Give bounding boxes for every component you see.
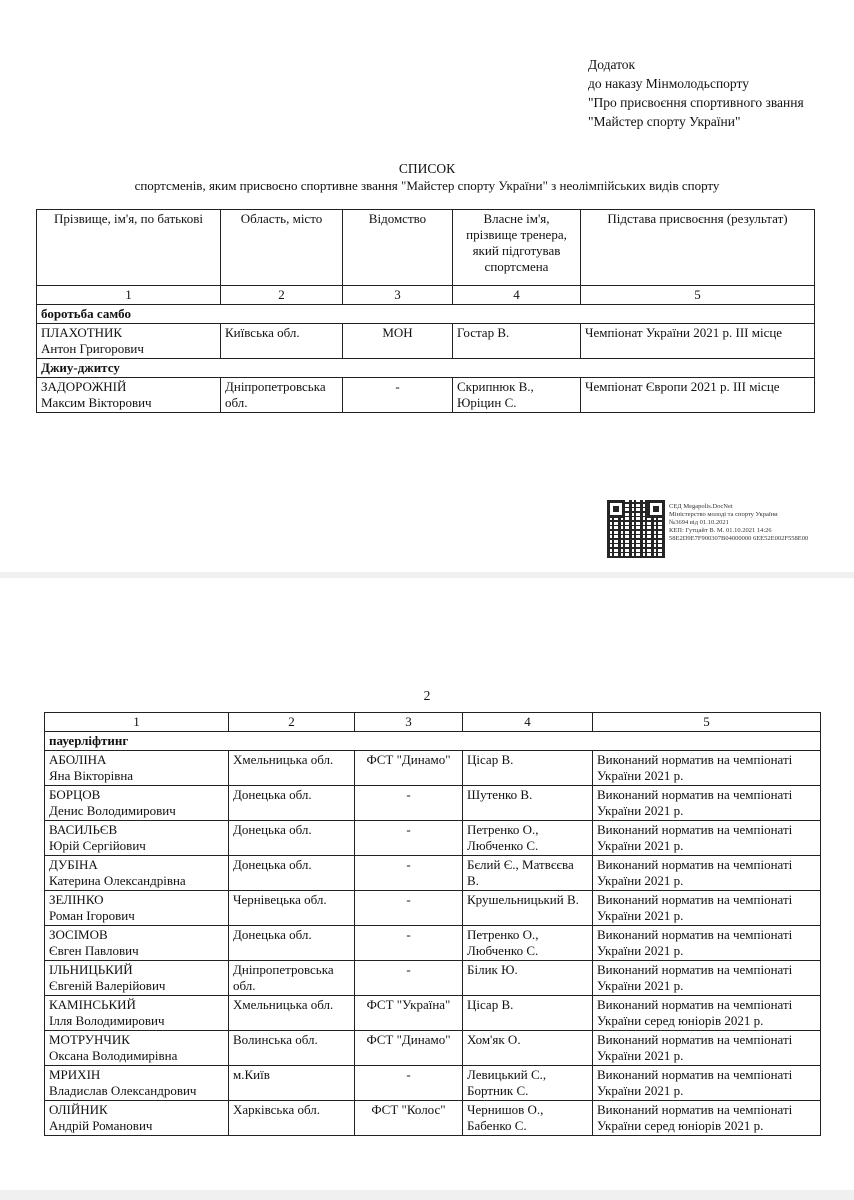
athlete-name-cell [45, 1066, 229, 1101]
basis-cell: Виконаний норматив на чемпіонаті України 2021 р. [593, 891, 821, 926]
athlete-surname: ЗОСІМОВ [49, 927, 108, 942]
athlete-name-cell [45, 821, 229, 856]
athlete-given-name: Юрій Сергійович [49, 838, 146, 853]
addendum-line: Додаток [588, 57, 636, 72]
table-row [45, 891, 821, 926]
column-number: 2 [229, 713, 355, 732]
athlete-surname: КАМІНСЬКИЙ [49, 997, 136, 1012]
department-cell: ФСТ "Динамо" [355, 751, 463, 786]
region-cell: Донецька обл. [229, 926, 355, 961]
stamp-line: КЕП: Гутцайт В. М. 01.10.2021 14:26 [669, 527, 772, 534]
basis-cell: Виконаний норматив на чемпіонаті України 2021 р. [593, 786, 821, 821]
digital-signature-stamp [669, 503, 808, 543]
athlete-surname: МОТРУНЧИК [49, 1032, 130, 1047]
column-number-row [37, 286, 815, 305]
table-row [45, 996, 821, 1031]
athlete-given-name: Катерина Олександрівна [49, 873, 186, 888]
region-cell: Харківська обл. [229, 1101, 355, 1136]
table-row [45, 1031, 821, 1066]
basis-cell: Чемпіонат Європи 2021 р. ІІІ місце [581, 378, 815, 413]
athlete-name-cell [45, 891, 229, 926]
addendum-line: до наказу Мінмолодьспорту [588, 76, 749, 91]
athlete-given-name: Максим Вікторович [41, 395, 152, 410]
stamp-line: №3694 від 01.10.2021 [669, 519, 729, 526]
column-number: 5 [581, 286, 815, 305]
region-cell: Донецька обл. [229, 821, 355, 856]
department-cell: ФСТ "Динамо" [355, 1031, 463, 1066]
athlete-name-cell [45, 1101, 229, 1136]
athlete-name-cell [45, 996, 229, 1031]
department-cell: - [355, 926, 463, 961]
basis-cell: Чемпіонат України 2021 р. ІІІ місце [581, 324, 815, 359]
basis-cell: Виконаний норматив на чемпіонаті України 2021 р. [593, 961, 821, 996]
athlete-given-name: Оксана Володимирівна [49, 1048, 178, 1063]
department-cell: - [355, 786, 463, 821]
table-row [45, 961, 821, 996]
athlete-surname: ВАСИЛЬЄВ [49, 822, 118, 837]
region-cell: Донецька обл. [229, 786, 355, 821]
column-number: 4 [453, 286, 581, 305]
document-title: СПИСОК [398, 161, 456, 176]
table-body [37, 286, 815, 413]
coach-cell: Цісар В. [463, 996, 593, 1031]
athlete-name-cell [45, 926, 229, 961]
coach-cell: Хом'як О. [463, 1031, 593, 1066]
sport-section-row [45, 732, 821, 751]
header-basis: Підстава присвоєння (результат) [581, 210, 815, 286]
region-cell: Донецька обл. [229, 856, 355, 891]
column-number: 2 [221, 286, 343, 305]
sport-name: боротьба самбо [37, 305, 815, 324]
coach-cell: Петренко О., Любченко С. [463, 926, 593, 961]
sport-name: Джиу-джитсу [37, 359, 815, 378]
table-row [37, 324, 815, 359]
qr-code-icon [607, 500, 665, 558]
region-cell: Волинська обл. [229, 1031, 355, 1066]
athlete-surname: ПЛАХОТНИК [41, 325, 123, 340]
header-coach: Власне ім'я, прізвище тренера, який підготував спортсмена [453, 210, 581, 286]
region-cell: Дніпропетровська обл. [229, 961, 355, 996]
coach-cell: Цісар В. [463, 751, 593, 786]
column-number: 5 [593, 713, 821, 732]
stamp-line: 58E2D9E7F900307B04000000 6EE52E002F558E00 [669, 535, 809, 542]
athlete-given-name: Євгеній Валерійович [49, 978, 166, 993]
athletes-table-page-1 [36, 209, 815, 413]
athlete-surname: ЗАДОРОЖНІЙ [41, 379, 127, 394]
sport-section-row [37, 305, 815, 324]
coach-cell: Скрипнюк В., Юріцин С. [453, 378, 581, 413]
athlete-given-name: Владислав Олександрович [49, 1083, 197, 1098]
addendum-line: "Майстер спорту України" [588, 114, 741, 129]
header-region: Область, місто [221, 210, 343, 286]
athletes-table-page-2 [44, 712, 821, 1136]
department-cell: - [355, 891, 463, 926]
stamp-line: СЕД Megapolis.DocNet [669, 503, 733, 510]
athlete-surname: АБОЛІНА [49, 752, 107, 767]
table-row [45, 1101, 821, 1136]
region-cell: Хмельницька обл. [229, 751, 355, 786]
athlete-name-cell [37, 324, 221, 359]
table-row [45, 821, 821, 856]
table-row [45, 751, 821, 786]
column-number: 3 [343, 286, 453, 305]
athlete-surname: БОРЦОВ [49, 787, 101, 802]
athlete-name-cell [45, 786, 229, 821]
table-header-row [37, 210, 815, 286]
coach-cell: Білик Ю. [463, 961, 593, 996]
document-page-1 [0, 0, 854, 572]
athlete-surname: ЗЕЛІНКО [49, 892, 104, 907]
table-row [45, 926, 821, 961]
region-cell: Дніпропетровська обл. [221, 378, 343, 413]
athlete-name-cell [45, 751, 229, 786]
sport-section-row [37, 359, 815, 378]
column-number: 3 [355, 713, 463, 732]
page-number: 2 [423, 688, 431, 703]
region-cell: м.Київ [229, 1066, 355, 1101]
department-cell: - [343, 378, 453, 413]
coach-cell: Шутенко В. [463, 786, 593, 821]
athlete-given-name: Денис Володимирович [49, 803, 176, 818]
basis-cell: Виконаний норматив на чемпіонаті України 2021 р. [593, 1066, 821, 1101]
region-cell: Київська обл. [221, 324, 343, 359]
athlete-surname: ДУБІНА [49, 857, 98, 872]
table-row [37, 378, 815, 413]
table-row [45, 786, 821, 821]
department-cell: МОН [343, 324, 453, 359]
table-row [45, 1066, 821, 1101]
athlete-name-cell [37, 378, 221, 413]
basis-cell: Виконаний норматив на чемпіонаті України 2021 р. [593, 1031, 821, 1066]
stamp-line: Міністерство молоді та спорту України [669, 511, 778, 518]
athlete-given-name: Роман Ігорович [49, 908, 135, 923]
sport-name: пауерліфтинг [45, 732, 821, 751]
coach-cell: Гостар В. [453, 324, 581, 359]
coach-cell: Левицький С., Бортник С. [463, 1066, 593, 1101]
region-cell: Чернівецька обл. [229, 891, 355, 926]
basis-cell: Виконаний норматив на чемпіонаті України 2021 р. [593, 856, 821, 891]
athlete-given-name: Андрій Романович [49, 1118, 153, 1133]
basis-cell: Виконаний норматив на чемпіонаті України серед юніорів 2021 р. [593, 996, 821, 1031]
basis-cell: Виконаний норматив на чемпіонаті України 2021 р. [593, 926, 821, 961]
header-name: Прізвище, ім'я, по батькові [37, 210, 221, 286]
department-cell: - [355, 821, 463, 856]
athlete-surname: МРИХІН [49, 1067, 101, 1082]
athlete-given-name: Євген Павлович [49, 943, 139, 958]
column-number-row [45, 713, 821, 732]
coach-cell: Бєлий Є., Матвєєва В. [463, 856, 593, 891]
column-number: 4 [463, 713, 593, 732]
table-row [45, 856, 821, 891]
department-cell: - [355, 856, 463, 891]
athlete-given-name: Антон Григорович [41, 341, 144, 356]
coach-cell: Петренко О., Любченко С. [463, 821, 593, 856]
athlete-given-name: Ілля Володимирович [49, 1013, 165, 1028]
athlete-name-cell [45, 1031, 229, 1066]
basis-cell: Виконаний норматив на чемпіонаті України серед юніорів 2021 р. [593, 1101, 821, 1136]
table-body [45, 713, 821, 1136]
region-cell: Хмельницька обл. [229, 996, 355, 1031]
athlete-name-cell [45, 856, 229, 891]
department-cell: ФСТ "Колос" [355, 1101, 463, 1136]
header-department: Відомство [343, 210, 453, 286]
department-cell: ФСТ "Україна" [355, 996, 463, 1031]
department-cell: - [355, 1066, 463, 1101]
department-cell: - [355, 961, 463, 996]
coach-cell: Чернишов О., Бабенко С. [463, 1101, 593, 1136]
athlete-name-cell [45, 961, 229, 996]
addendum-note [588, 55, 804, 131]
basis-cell: Виконаний норматив на чемпіонаті України 2021 р. [593, 821, 821, 856]
column-number: 1 [37, 286, 221, 305]
athlete-surname: ІЛЬНИЦЬКИЙ [49, 962, 133, 977]
basis-cell: Виконаний норматив на чемпіонаті України 2021 р. [593, 751, 821, 786]
coach-cell: Крушельницький В. [463, 891, 593, 926]
document-subtitle: спортсменів, яким присвоєно спортивне звання "Майстер спорту України" з неолімпійських видів спорту [134, 178, 720, 193]
addendum-line: "Про присвоєння спортивного звання [588, 95, 804, 110]
athlete-surname: ОЛІЙНИК [49, 1102, 108, 1117]
athlete-given-name: Яна Вікторівна [49, 768, 134, 783]
column-number: 1 [45, 713, 229, 732]
